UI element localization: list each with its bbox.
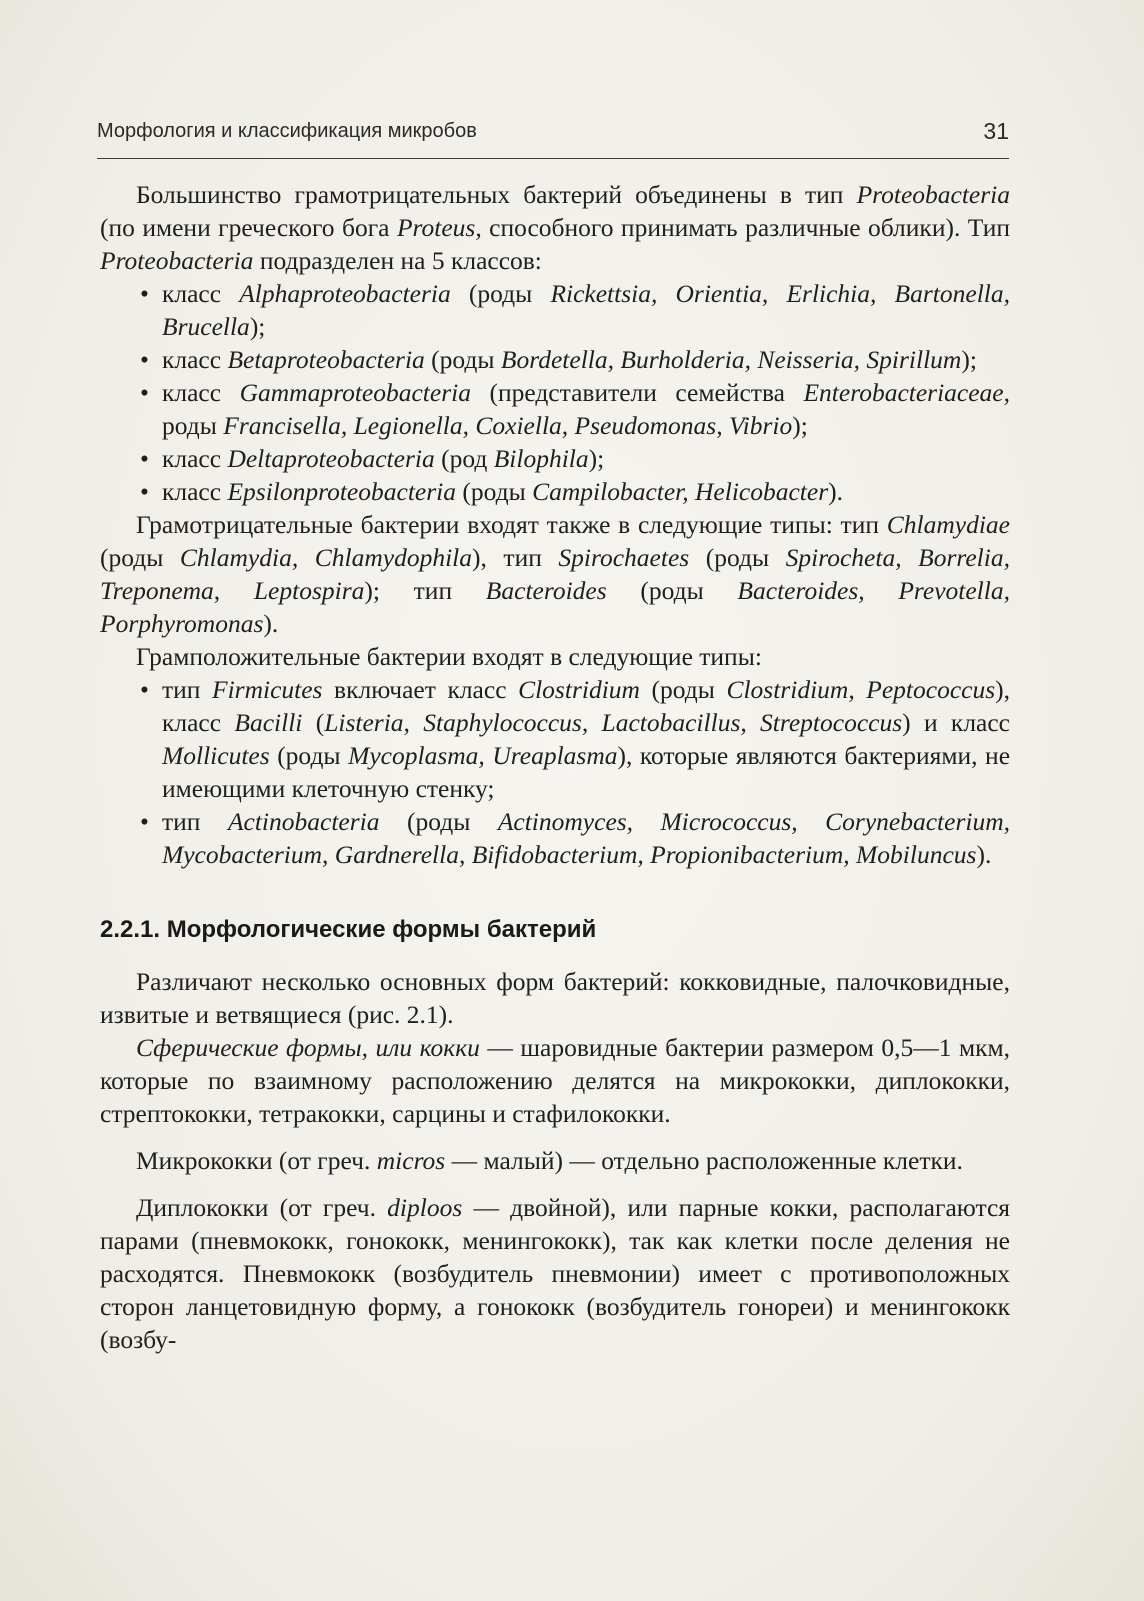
term-emphasis: Сферические формы, или кокки — [136, 1033, 480, 1062]
taxon-name: Francisella, Legionella, Coxiella, Pseudomonas, Vibrio — [223, 411, 793, 440]
taxon-name: Proteobacteria — [100, 246, 254, 275]
text-span: класс — [162, 444, 228, 473]
taxon-name: Deltaproteobacteria — [227, 444, 435, 473]
section-heading: 2.2.1. Морфологические формы бактерий — [100, 916, 597, 943]
list-item — [100, 442, 1010, 475]
bullet: • — [140, 444, 149, 473]
text-span: класс — [162, 378, 240, 407]
text-span: — шаровидные бактерии размером 0,5—1 мкм, которые по взаимному расположению делятся на микрококки, диплококки, стрептококки, тетракокки, сарцины и стафилококки. — [100, 1033, 1010, 1128]
taxon-name: Rickettsia, Orientia, Erlichia, Bartonella, Brucella — [162, 279, 1010, 341]
text-span: ), тип — [472, 543, 559, 572]
paragraph-proteobacteria — [100, 178, 1010, 277]
bullet: • — [140, 675, 149, 704]
paragraph-forms: Различают несколько основных форм бактерий: кокковидные, палочковидные, извитые и ветвящиеся (рис. 2.1). — [100, 967, 1010, 1029]
body-text — [100, 178, 1010, 1356]
text-span: Диплококки (от греч. — [136, 1193, 388, 1222]
text-span: — малый) — отдельно расположенные клетки. — [445, 1146, 963, 1175]
taxon-name: Proteobacteria — [856, 180, 1010, 209]
bullet: • — [140, 477, 149, 506]
text-span: (по имени греческого бога — [100, 213, 397, 242]
taxon-name: Bacteroides — [485, 576, 607, 605]
taxon-name: Campilobacter, Helicobacter — [532, 477, 829, 506]
taxon-name: Clostridium — [518, 675, 640, 704]
text-span: — двойной), или парные кокки, располагаются парами (пневмококк, гонококк, менингококк), так как клетки после деления не расходятся. Пневмококк (возбудитель пневмонии) имеет с противоположных сторон ланцетовидную форму, а гонококк (возбудитель гонореи) и менингококк (возбу- — [100, 1193, 1010, 1354]
text-span: ( — [302, 708, 325, 737]
text-span: Большинство грамотрицательных бактерий объединены в тип — [136, 180, 857, 209]
text-span: способного принимать различные облики). Тип — [481, 213, 1010, 242]
paragraph-gramneg-other — [100, 508, 1010, 640]
term-emphasis: micros — [376, 1146, 446, 1175]
taxon-name: Chlamydiae — [886, 510, 1010, 539]
grampos-phylum-list — [100, 673, 1010, 871]
taxon-name: Clostridium, Peptococcus — [726, 675, 996, 704]
taxon-name: Actinobacteria — [227, 807, 380, 836]
taxon-name: Enterobacteriaceae, — [803, 378, 1010, 407]
taxon-name: Mycoplasma, Ureaplasma — [348, 741, 618, 770]
list-item — [100, 673, 1010, 805]
text-span: (роды — [689, 543, 786, 572]
taxon-name: Actinomyces, Micrococcus, Corynebacterium, Mycobacterium, Gardnerella, Bifidobacterium, Propionibacterium, Mobiluncus — [162, 807, 1010, 869]
text-span: класс — [162, 477, 228, 506]
text-span: (роды — [450, 279, 551, 308]
taxon-name: Spirocheta, Borrelia, Treponema, Leptospira — [100, 543, 1010, 605]
taxon-name: Bordetella, Burholderia, Neisseria, Spirillum — [500, 345, 962, 374]
text-span: ). — [828, 477, 844, 506]
text-span: включает класс — [322, 675, 519, 704]
taxon-name: Firmicutes — [212, 675, 323, 704]
text-span: ). — [263, 609, 279, 638]
taxon-name: Chlamydia, Chlamydophila — [179, 543, 473, 572]
paragraph-micrococci — [100, 1144, 1010, 1177]
taxon-name: Spirochaetes — [558, 543, 690, 572]
text-span: Микрококки (от греч. — [136, 1146, 377, 1175]
list-item — [100, 805, 1010, 871]
text-span: (род — [434, 444, 494, 473]
text-span: ); — [249, 312, 266, 341]
text-span: (роды — [639, 675, 727, 704]
taxon-name: Bilophila — [493, 444, 589, 473]
list-item — [100, 343, 1010, 376]
taxon-name: Mollicutes — [162, 741, 270, 770]
term-emphasis: diploos — [387, 1193, 463, 1222]
text-span: класс — [162, 345, 228, 374]
taxon-name: Bacteroides, Prevotella, Porphyromonas — [100, 576, 1010, 638]
list-item — [100, 475, 1010, 508]
text-span: ) и класс — [902, 708, 1010, 737]
text-span: ); тип — [364, 576, 486, 605]
list-item — [100, 277, 1010, 343]
taxon-name: Epsilonproteobacteria — [227, 477, 456, 506]
taxon-name: Gammaproteobacteria — [239, 378, 471, 407]
taxon-name: Listeria, Staphylococcus, Lactobacillus, Streptococcus — [324, 708, 903, 737]
page-number: 31 — [983, 118, 1009, 144]
text-span: ), которые являются бактериями, не имеющими клеточную стенку; — [162, 741, 1011, 803]
text-span: (роды — [100, 543, 180, 572]
text-span: тип — [162, 807, 228, 836]
paragraph-cocci — [100, 1031, 1010, 1130]
text-span: роды — [162, 411, 224, 440]
bullet: • — [140, 378, 149, 407]
text-span: (роды — [606, 576, 738, 605]
text-span: ); — [792, 411, 808, 440]
text-span: Грамотрицательные бактерии входят также в следующие типы: тип — [136, 510, 887, 539]
taxon-name: Proteus, — [396, 213, 482, 242]
text-span: класс — [162, 279, 240, 308]
running-header — [97, 118, 1009, 159]
taxon-name: Bacilli — [234, 708, 303, 737]
taxon-name: Alphaproteobacteria — [239, 279, 451, 308]
taxon-name: Betaproteobacteria — [227, 345, 425, 374]
text-span: ); — [588, 444, 605, 473]
text-span: (роды — [424, 345, 501, 374]
running-header-title: Морфология и классификация микробов — [97, 120, 477, 142]
text-span: подразделен на 5 классов: — [253, 246, 542, 275]
text-span: (роды — [269, 741, 349, 770]
text-span: ); — [961, 345, 977, 374]
text-span: (представители семейства — [470, 378, 804, 407]
text-span: ). — [976, 840, 992, 869]
text-span: тип — [162, 675, 212, 704]
paragraph-diplococci — [100, 1191, 1010, 1356]
text-span: (роды — [379, 807, 498, 836]
proteobacteria-class-list — [100, 277, 1010, 508]
bullet: • — [140, 279, 149, 308]
paragraph-grampos-intro: Грамположительные бактерии входят в следующие типы: — [136, 642, 762, 671]
bullet: • — [140, 345, 149, 374]
bullet: • — [140, 807, 149, 836]
text-span: (роды — [455, 477, 533, 506]
text-span: ), класс — [162, 675, 1010, 737]
list-item — [100, 376, 1010, 442]
